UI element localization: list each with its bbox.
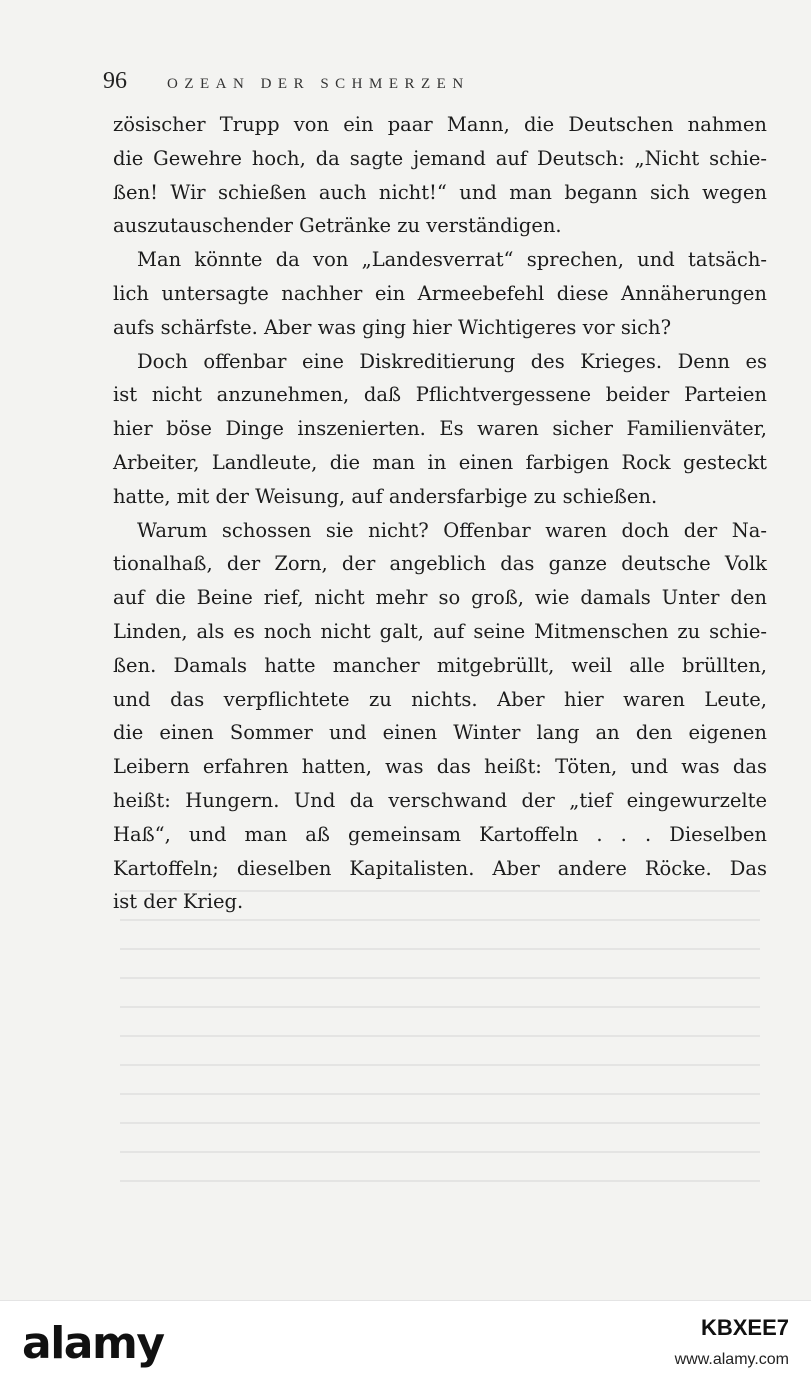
text-line: Leibern erfahren hatten, was das heißt: Töten, und was das bbox=[113, 755, 767, 779]
text-line: Linden, als es noch nicht galt, auf seine Mitmenschen zu schie- bbox=[113, 619, 767, 643]
text-line: Kartoffeln; dieselben Kapitalisten. Aber andere Röcke. Das bbox=[113, 856, 767, 880]
page-number: 96 bbox=[103, 68, 127, 94]
text-line: zösischer Trupp von ein paar Mann, die Deutschen nahmen bbox=[113, 113, 767, 136]
page-header bbox=[103, 68, 751, 95]
text-line: Doch offenbar eine Diskreditierung des Krieges. Denn es bbox=[137, 349, 767, 373]
text-line: hatte, mit der Weisung, auf andersfarbige zu schießen. bbox=[113, 484, 658, 508]
text-line: hier böse Dinge inszenierten. Es waren sicher Familienväter, bbox=[113, 417, 767, 441]
text-line: Haß“, und man aß gemeinsam Kartoffeln . . . Dieselben bbox=[113, 822, 767, 846]
text-line: Warum schossen sie nicht? Offenbar waren doch der Na- bbox=[137, 518, 767, 542]
body-text bbox=[113, 108, 767, 919]
text-line: und das verpflichtete zu nichts. Aber hier waren Leute, bbox=[113, 687, 767, 711]
image-id: KBXEE7 bbox=[700, 1315, 789, 1340]
show-through-text bbox=[120, 890, 760, 1190]
alamy-logo: alamy bbox=[22, 1318, 164, 1369]
site-url: www.alamy.com bbox=[674, 1351, 789, 1368]
text-line: ßen! Wir schießen auch nicht!“ und man begann sich wegen bbox=[113, 180, 767, 204]
text-line: die einen Sommer und einen Winter lang an den eigenen bbox=[113, 721, 767, 745]
text-line: die Gewehre hoch, da sagte jemand auf Deutsch: „Nicht schie- bbox=[113, 146, 767, 170]
text-line: Arbeiter, Landleute, die man in einen farbigen Rock gesteckt bbox=[113, 450, 767, 474]
text-line: Man könnte da von „Landesverrat“ sprechen, und tatsäch- bbox=[137, 248, 767, 272]
text-line: heißt: Hungern. Und da verschwand der „tief eingewurzelte bbox=[113, 788, 767, 812]
running-title: OZEAN DER SCHMERZEN bbox=[167, 76, 470, 92]
text-line: ist nicht anzunehmen, daß Pflichtvergessene beider Parteien bbox=[113, 383, 767, 407]
text-line: ist der Krieg. bbox=[113, 890, 244, 914]
text-line: aufs schärfste. Aber was ging hier Wichtigeres vor sich? bbox=[113, 315, 672, 339]
text-line: tionalhaß, der Zorn, der angeblich das ganze deutsche Volk bbox=[113, 552, 767, 576]
text-line: auszutauschender Getränke zu verständigen. bbox=[113, 214, 562, 238]
watermark-bar bbox=[0, 1300, 811, 1391]
text-line: lich untersagte nachher ein Armeebefehl diese Annäherungen bbox=[113, 281, 767, 305]
text-line: auf die Beine rief, nicht mehr so groß, wie damals Unter den bbox=[113, 586, 767, 610]
text-line: ßen. Damals hatte mancher mitgebrüllt, weil alle brüllten, bbox=[113, 653, 767, 677]
